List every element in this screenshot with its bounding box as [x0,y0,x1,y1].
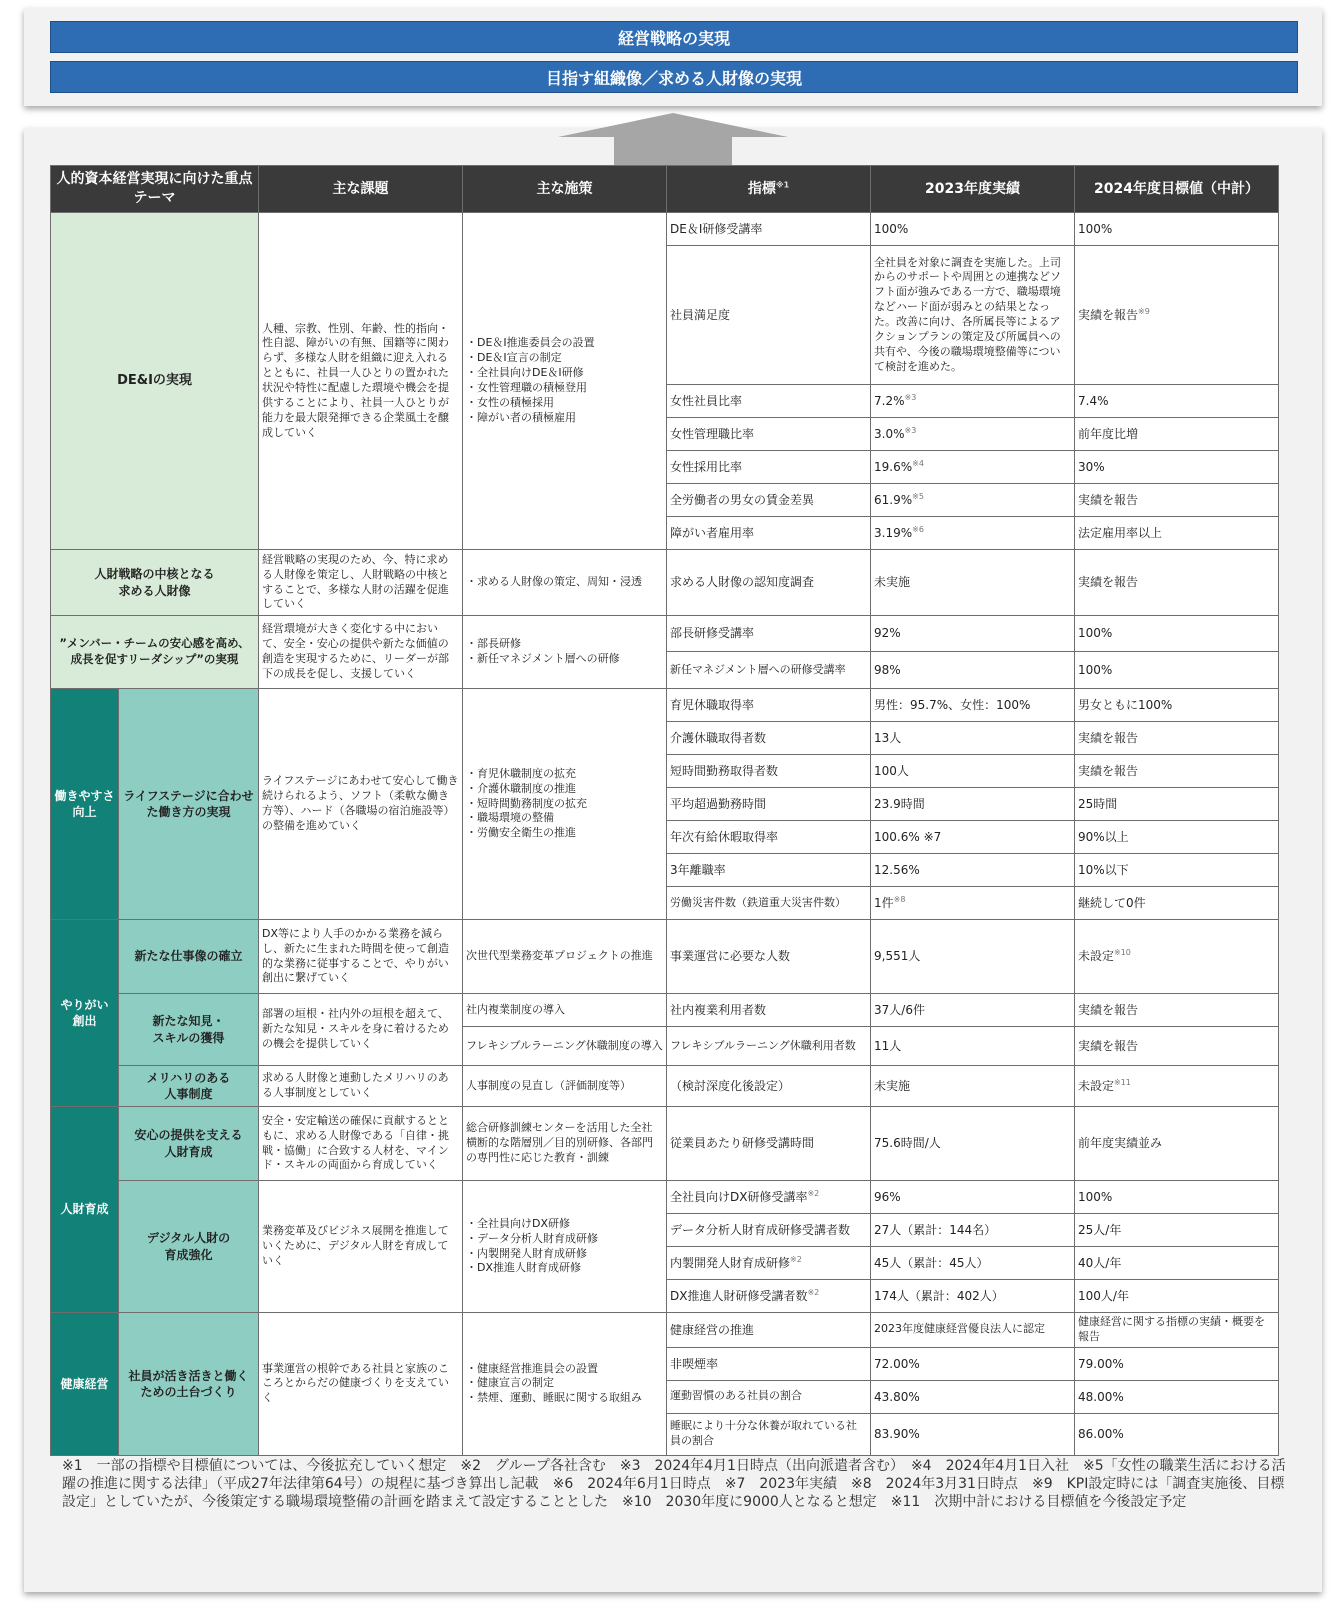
indicator-cell: 部長研修受講率 [667,616,871,652]
actual-cell: 43.80% [871,1380,1075,1413]
indicator-cell: 求める人財像の認知度調査 [667,550,871,616]
actual-cell: 未実施 [871,550,1075,616]
indicator-cell: DE＆I研修受講率 [667,213,871,246]
issue-dei: 人種、宗教、性別、年齢、性的指向・性自認、障がいの有無、国籍等に関わらず、多様な人財を組織に迎え入れるとともに、社員一人ひとりの置かれた状況や特性に配慮した環境や機会を提供することにより、社員一人ひとりが能力を最大限発揮できる企業風土を醸成していく [259,213,463,550]
target-cell: 100% [1075,616,1279,652]
indicator-cell: 睡眠により十分な休養が取れている社員の割合 [667,1413,871,1455]
issue-hr: 求める人財像と連動したメリハリのある人事制度としていく [259,1066,463,1107]
actual-cell: 100.6% ※7 [871,821,1075,854]
indicator-cell: 運動習慣のある社員の割合 [667,1380,871,1413]
kpi-table [50,165,1279,1456]
indicator-cell: 社員満足度 [667,246,871,385]
indicator-cell: 労働災害件数（鉄道重大災害件数） [667,887,871,920]
target-cell: 40人/年 [1075,1247,1279,1280]
target-cell: 100% [1075,1181,1279,1214]
kpi-panel [24,128,1322,1592]
actual-cell: 男性：95.7%、女性：100% [871,689,1075,722]
target-cell: 実績を報告 [1075,994,1279,1027]
measure-dei: ・DE＆I推進委員会の設置 ・DE＆I宣言の制定 ・全社員向けDE＆I研修 ・女性管理職の積極登用 ・女性の積極採用 ・障がい者の積極雇用 [463,213,667,550]
actual-cell: 100% [871,213,1075,246]
issue-leader: 経営環境が大きく変化する中において、安全・安心の提供や新たな価値の創造を実現するために、リーダーが部下の成長を促し、支援していく [259,616,463,689]
sub-hr: メリハリのある 人事制度 [119,1066,259,1107]
target-cell: 100% [1075,213,1279,246]
up-arrow-stem [614,137,732,165]
footnotes: ※1 一部の指標や目標値については、今後拡充していく想定 ※2 グループ各社含む ※3 2024年4月1日時点（出向派遣者含む） ※4 2024年4月1日入社 ※5「女性の職業生活における活躍の推進に関する法律」（平成27年法律第64号）の規程に基づき算出し記載 ※6 2024年6月1日時点 ※7 2023年実績 ※8 2024年3月31日時点 ※9 KPI設定時には「調査実施後、目標設定」としていたが、今後策定する職場環境整備の計画を踏まえて設定することとした ※10 2030年度に9000人となると想定 ※11 次期中計における目標値を今後設定予定 [62,1458,1286,1510]
measure-hr: 人事制度の見直し（評価制度等） [463,1066,667,1107]
indicator-cell: データ分析人財育成研修受講者数 [667,1214,871,1247]
organization-band: 目指す組織像／求める人財像の実現 [50,61,1298,93]
target-cell: 25人/年 [1075,1214,1279,1247]
measure-cell: フレキシブルラーニング休職制度の導入 [463,1027,667,1066]
actual-cell: 7.2%$^{※3}$ [871,385,1075,418]
target-cell: 未設定$^{※10}$ [1075,920,1279,994]
indicator-cell: 平均超過勤務時間 [667,788,871,821]
theme-yarigai: やりがい 創出 [51,920,119,1107]
indicator-cell: 3年離職率 [667,854,871,887]
actual-cell: 12.56% [871,854,1075,887]
actual-cell: 2023年度健康経営優良法人に認定 [871,1313,1075,1348]
target-cell: 100% [1075,652,1279,689]
col-measure: 主な施策 [463,166,667,213]
theme-core: 人財戦略の中核となる 求める人財像 [51,550,259,616]
indicator-cell: DX推進人財研修受講者数$^{※2}$ [667,1280,871,1313]
measure-core: ・求める人財像の策定、周知・浸透 [463,550,667,616]
target-cell: 90%以上 [1075,821,1279,854]
issue-health: 事業運営の根幹である社員と家族のこころとからだの健康づくりを支えていく [259,1313,463,1456]
table-row [51,213,1279,246]
actual-cell: 9,551人 [871,920,1075,994]
theme-leader: ”メンバー・チームの安心感を高め、 成長を促すリーダシップ”の実現 [51,616,259,689]
theme-work: 働きやすさ向上 [51,689,119,920]
table-row [51,550,1279,616]
target-cell: 継続して0件 [1075,887,1279,920]
actual-cell: 3.19%$^{※6}$ [871,517,1075,550]
indicator-cell: 健康経営の推進 [667,1313,871,1348]
measure-work: ・育児休職制度の拡充 ・介護休職制度の推進 ・短時間勤務制度の拡充 ・職場環境の整備 ・労働安全衛生の推進 [463,689,667,920]
actual-cell: 75.6時間/人 [871,1107,1075,1181]
measure-digital: ・全社員向けDX研修 ・データ分析人財育成研修 ・内製開発人財育成研修 ・DX推進人財育成研修 [463,1181,667,1313]
actual-cell: 全社員を対象に調査を実施した。上司からのサポートや周囲との連携などソフト面が強みである一方で、職場環境などハード面が弱みとの結果となった。改善に向け、各所属長等によるアクションプランの策定及び所属員への共有や、今後の職場環境整備等について検討を進めた。 [871,246,1075,385]
actual-cell: 174人（累計：402人） [871,1280,1075,1313]
table-row [51,689,1279,722]
target-cell: 実績を報告 [1075,722,1279,755]
indicator-cell: 非喫煙率 [667,1347,871,1380]
sub-knowledge: 新たな知見・ スキルの獲得 [119,994,259,1066]
indicator-cell: 女性社員比率 [667,385,871,418]
actual-cell: 98% [871,652,1075,689]
theme-dei: DE&Iの実現 [51,213,259,550]
actual-cell: 11人 [871,1027,1075,1066]
actual-cell: 3.0%$^{※3}$ [871,418,1075,451]
indicator-cell: 育児休職取得率 [667,689,871,722]
sub-health: 社員が活き活きと働く ための土台づくり [119,1313,259,1456]
actual-cell: 100人 [871,755,1075,788]
indicator-cell: （検討深度化後設定） [667,1066,871,1107]
sub-safety: 安心の提供を支える 人財育成 [119,1107,259,1181]
strategy-header-panel [24,8,1322,106]
target-cell: 前年度比増 [1075,418,1279,451]
theme-training: 人財育成 [51,1107,119,1313]
actual-cell: 61.9%$^{※5}$ [871,484,1075,517]
actual-cell: 13人 [871,722,1075,755]
target-cell: 実績を報告 [1075,755,1279,788]
target-cell: 実績を報告$^{※9}$ [1075,246,1279,385]
indicator-cell: 障がい者雇用率 [667,517,871,550]
indicator-cell: 女性管理職比率 [667,418,871,451]
target-cell: 100人/年 [1075,1280,1279,1313]
target-cell: 実績を報告 [1075,550,1279,616]
actual-cell: 72.00% [871,1347,1075,1380]
actual-cell: 96% [871,1181,1075,1214]
strategy-band: 経営戦略の実現 [50,21,1298,53]
target-cell: 7.4% [1075,385,1279,418]
indicator-cell: フレキシブルラーニング休職利用者数 [667,1027,871,1066]
target-cell: 未設定$^{※11}$ [1075,1066,1279,1107]
issue-knowledge: 部署の垣根・社内外の垣根を超えて、新たな知見・スキルを身に着けるための機会を提供していく [259,994,463,1066]
indicator-cell: 従業員あたり研修受講時間 [667,1107,871,1181]
indicator-cell: 短時間勤務取得者数 [667,755,871,788]
issue-work: ライフステージにあわせて安心して働き続けられるよう、ソフト（柔軟な働き方等）、ハード（各職場の宿泊施設等）の整備を進めていく [259,689,463,920]
target-cell: 10%以下 [1075,854,1279,887]
target-cell: 48.00% [1075,1380,1279,1413]
table-row [51,1313,1279,1348]
issue-new-work: DX等により人手のかかる業務を減らし、新たに生まれた時間を使って創造的な業務に従事することで、やりがい創出に繋げていく [259,920,463,994]
actual-cell: 未実施 [871,1066,1075,1107]
target-cell: 法定雇用率以上 [1075,517,1279,550]
table-row [51,1066,1279,1107]
indicator-cell: 事業運営に必要な人数 [667,920,871,994]
measure-cell: 社内複業制度の導入 [463,994,667,1027]
issue-safety: 安全・安定輸送の確保に貢献するとともに、求める人財像である「自律・挑戦・協働」に合致する人材を、マインド・スキルの両面から育成していく [259,1107,463,1181]
col-issue: 主な課題 [259,166,463,213]
target-cell: 79.00% [1075,1347,1279,1380]
col-target: 2024年度目標値（中計） [1075,166,1279,213]
actual-cell: 92% [871,616,1075,652]
target-cell: 男女ともに100% [1075,689,1279,722]
sub-digital: デジタル人財の 育成強化 [119,1181,259,1313]
header-row [51,166,1279,213]
col-actual: 2023年度実績 [871,166,1075,213]
actual-cell: 19.6%$^{※4}$ [871,451,1075,484]
up-arrow-icon [558,113,788,137]
indicator-cell: 社内複業利用者数 [667,994,871,1027]
table-row [51,994,1279,1027]
actual-cell: 37人/6件 [871,994,1075,1027]
indicator-cell: 介護休職取得者数 [667,722,871,755]
table-row [51,1107,1279,1181]
issue-digital: 業務変革及びビジネス展開を推進していくために、デジタル人財を育成していく [259,1181,463,1313]
actual-cell: 27人（累計：144名） [871,1214,1075,1247]
indicator-cell: 全労働者の男女の賃金差異 [667,484,871,517]
indicator-cell: 新任マネジメント層への研修受講率 [667,652,871,689]
issue-core: 経営戦略の実現のため、今、特に求める人財像を策定し、人財戦略の中核とすることで、多様な人財の活躍を促進していく [259,550,463,616]
theme-health: 健康経営 [51,1313,119,1456]
target-cell: 25時間 [1075,788,1279,821]
target-cell: 健康経営に関する指標の実績・概要を報告 [1075,1313,1279,1348]
target-cell: 30% [1075,451,1279,484]
target-cell: 実績を報告 [1075,1027,1279,1066]
sub-new-work: 新たな仕事像の確立 [119,920,259,994]
target-cell: 実績を報告 [1075,484,1279,517]
actual-cell: 83.90% [871,1413,1075,1455]
col-indicator: 指標$^{※1}$ [667,166,871,213]
table-row [51,616,1279,652]
target-cell: 86.00% [1075,1413,1279,1455]
col-theme: 人的資本経営実現に向けた重点テーマ [51,166,259,213]
table-row [51,920,1279,994]
target-cell: 前年度実績並み [1075,1107,1279,1181]
actual-cell: 23.9時間 [871,788,1075,821]
measure-health: ・健康経営推進員会の設置 ・健康宣言の制定 ・禁煙、運動、睡眠に関する取組み [463,1313,667,1456]
indicator-cell: 内製開発人財育成研修$^{※2}$ [667,1247,871,1280]
actual-cell: 1件$^{※8}$ [871,887,1075,920]
measure-new-work: 次世代型業務変革プロジェクトの推進 [463,920,667,994]
indicator-cell: 全社員向けDX研修受講率$^{※2}$ [667,1181,871,1214]
table-row [51,1181,1279,1214]
sub-work: ライフステージに合わせた働き方の実現 [119,689,259,920]
measure-safety: 総合研修訓練センターを活用した全社横断的な階層別／目的別研修、各部門の専門性に応じた教育・訓練 [463,1107,667,1181]
indicator-cell: 女性採用比率 [667,451,871,484]
indicator-cell: 年次有給休暇取得率 [667,821,871,854]
measure-leader: ・部長研修 ・新任マネジメント層への研修 [463,616,667,689]
actual-cell: 45人（累計：45人） [871,1247,1075,1280]
